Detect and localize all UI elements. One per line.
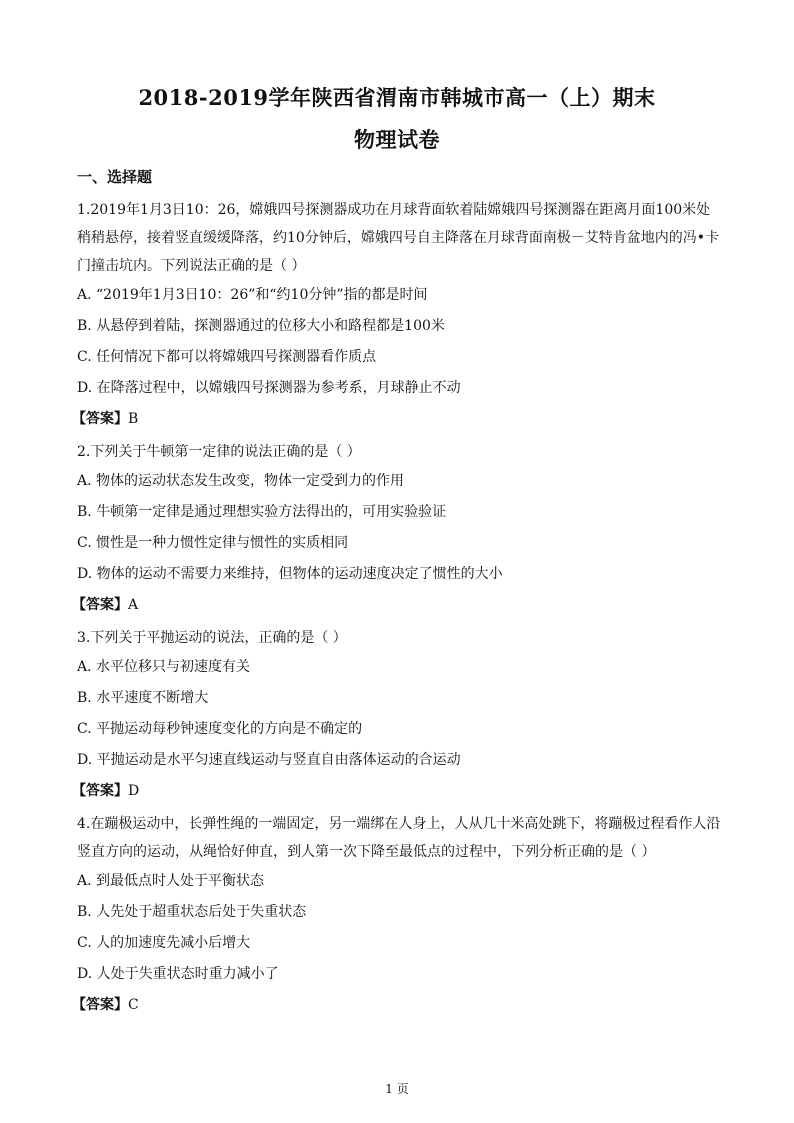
option-a: A. “2019年1月3日10：26”和“约10分钟”指的都是时间 [77,287,428,303]
answer-line [72,590,722,620]
page-title: 2018-2019学年陕西省渭南市韩城市高一（上）期末 [138,85,656,110]
option-d: D. 在降落过程中，以嫦娥四号探测器为参考系，月球静止不动 [77,380,461,396]
answer-value: A [128,597,139,613]
answer-label: 【答案】 [72,783,128,799]
section-heading: 一、选择题 [77,168,153,186]
answer-label: 【答案】 [72,597,128,613]
question-2 [72,438,722,620]
option-a: A. 水平位移只与初速度有关 [77,659,251,675]
option-c: C. 惯性是一种力惯性定律与惯性的实质相同 [77,535,349,551]
option-d: D. 人处于失重状态时重力减小了 [77,966,279,982]
answer-value: D [128,783,140,799]
answer-value: C [128,997,139,1013]
option-c: C. 平抛运动每秒钟速度变化的方向是不确定的 [77,721,363,737]
question-stem: 3.下列关于平抛运动的说法，正确的是（ ） [77,630,347,646]
answer-label: 【答案】 [72,997,128,1013]
question-stem: 1.2019年1月3日10：26，嫦娥四号探测器成功在月球背面软着陆嫦娥四号探测器在距离月面100米处稍稍悬停，接着竖直缓缓降落，约10分钟后，嫦娥四号自主降落在月球背面南极－艾特肯盆地内的冯•卡门撞击坑内。下列说法正确的是（ ） [77,202,720,274]
answer-label: 【答案】 [72,411,128,427]
question-stem: 2.下列关于牛顿第一定律的说法正确的是（ ） [77,444,361,460]
option-a: A. 物体的运动状态发生改变，物体一定受到力的作用 [77,473,405,489]
page-subtitle: 物理试卷 [354,127,440,152]
option-c: C. 任何情况下都可以将嫦娥四号探测器看作质点 [77,349,377,365]
answer-value: B [128,411,139,427]
question-stem: 4.在蹦极运动中，长弹性绳的一端固定，另一端绑在人身上，人从几十米高处跳下，将蹦极过程看作人沿竖直方向的运动，从绳恰好伸直，到人第一次下降至最低点的过程中，下列分析正确的是（ ） [77,816,721,860]
question-list [72,196,722,1024]
question-3 [72,624,722,806]
question-1 [72,196,722,434]
option-a: A. 到最低点时人处于平衡状态 [77,873,265,889]
option-b: B. 从悬停到着陆，探测器通过的位移大小和路程都是100米 [77,318,445,334]
answer-line [72,404,722,434]
answer-line [72,990,722,1020]
option-c: C. 人的加速度先减小后增大 [77,935,251,951]
option-b: B. 水平速度不断增大 [77,690,209,706]
question-4 [72,810,722,1020]
option-d: D. 物体的运动不需要力来维持，但物体的运动速度决定了惯性的大小 [77,566,503,582]
answer-line [72,776,722,806]
page-number: 1 页 [385,1082,409,1096]
option-b: B. 牛顿第一定律是通过理想实验方法得出的，可用实验验证 [77,504,447,520]
option-b: B. 人先处于超重状态后处于失重状态 [77,904,307,920]
option-d: D. 平抛运动是水平匀速直线运动与竖直自由落体运动的合运动 [77,752,461,768]
